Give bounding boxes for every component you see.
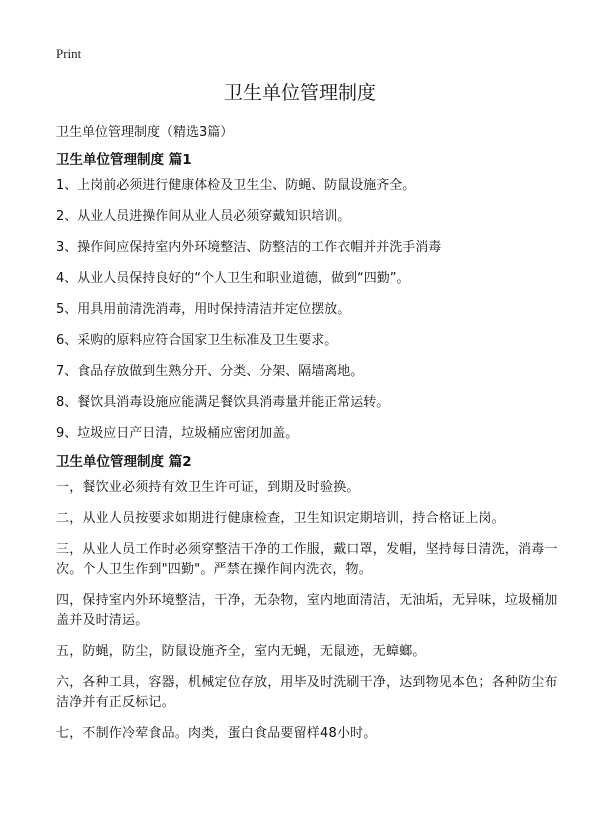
list-item: 8、餐饮具消毒设施应能满足餐饮具消毒量并能正常运转。 [56, 395, 390, 410]
list-item: 三，从业人员工作时必须穿整洁干净的工作服，戴口罩，发帽，坚持每日清洗，消毒一次。个人卫生作到"四勤"。严禁在操作间内洗衣，物。 [56, 542, 558, 577]
list-item: 4、从业人员保持良好的“个人卫生和职业道德，做到“四勤”。 [56, 271, 410, 286]
list-item: 6、采购的原料应符合国家卫生标准及卫生要求。 [56, 333, 338, 348]
section-2-list [56, 478, 562, 744]
list-item: 四，保持室内外环境整洁，干净，无杂物，室内地面清洁，无油垢，无异味，垃圾桶加盖并及时清运。 [56, 593, 558, 628]
print-label: Print [56, 46, 82, 61]
list-item: 2、从业人员进操作间从业人员必须穿戴知识培训。 [56, 209, 351, 224]
section-2 [56, 452, 562, 744]
list-item: 9、垃圾应日产日清，垃圾桶应密闭加盖。 [56, 426, 299, 441]
section-heading: 卫生单位管理制度 篇1 [56, 152, 192, 168]
section-1 [56, 150, 562, 452]
list-item: 7、食品存放做到生熟分开、分类、分架、隔墙离地。 [56, 364, 364, 379]
page-subtitle: 卫生单位管理制度（精选3篇） [56, 125, 234, 140]
list-item: 3、操作间应保持室内外环境整洁、防整洁的工作衣帽并并洗手消毒 [56, 240, 442, 255]
list-item: 六，各种工具，容器，机械定位存放，用毕及时洗刷干净，达到物见本色；各种防尘布洁净并有正反标记。 [56, 675, 558, 710]
section-1-list [56, 176, 562, 452]
list-item: 1、上岗前必须进行健康体检及卫生尘、防蝇、防鼠设施齐全。 [56, 178, 416, 193]
list-item: 一，餐饮业必须持有效卫生许可证，到期及时验换。 [56, 480, 360, 495]
list-item: 二，从业人员按要求如期进行健康检查，卫生知识定期培训，持合格证上岗。 [56, 511, 505, 526]
section-heading: 卫生单位管理制度 篇2 [56, 454, 192, 470]
list-item: 5、用具用前清洗消毒，用时保持清洁并定位摆放。 [56, 302, 351, 317]
document-body [56, 150, 562, 755]
page-title: 卫生单位管理制度 [223, 82, 376, 104]
list-item: 七，不制作冷荤食品。肉类，蛋白食品要留样48小时。 [56, 726, 377, 741]
list-item: 五，防蝇，防尘，防鼠设施齐全，室内无蝇，无鼠迹，无蟑螂。 [56, 644, 426, 659]
